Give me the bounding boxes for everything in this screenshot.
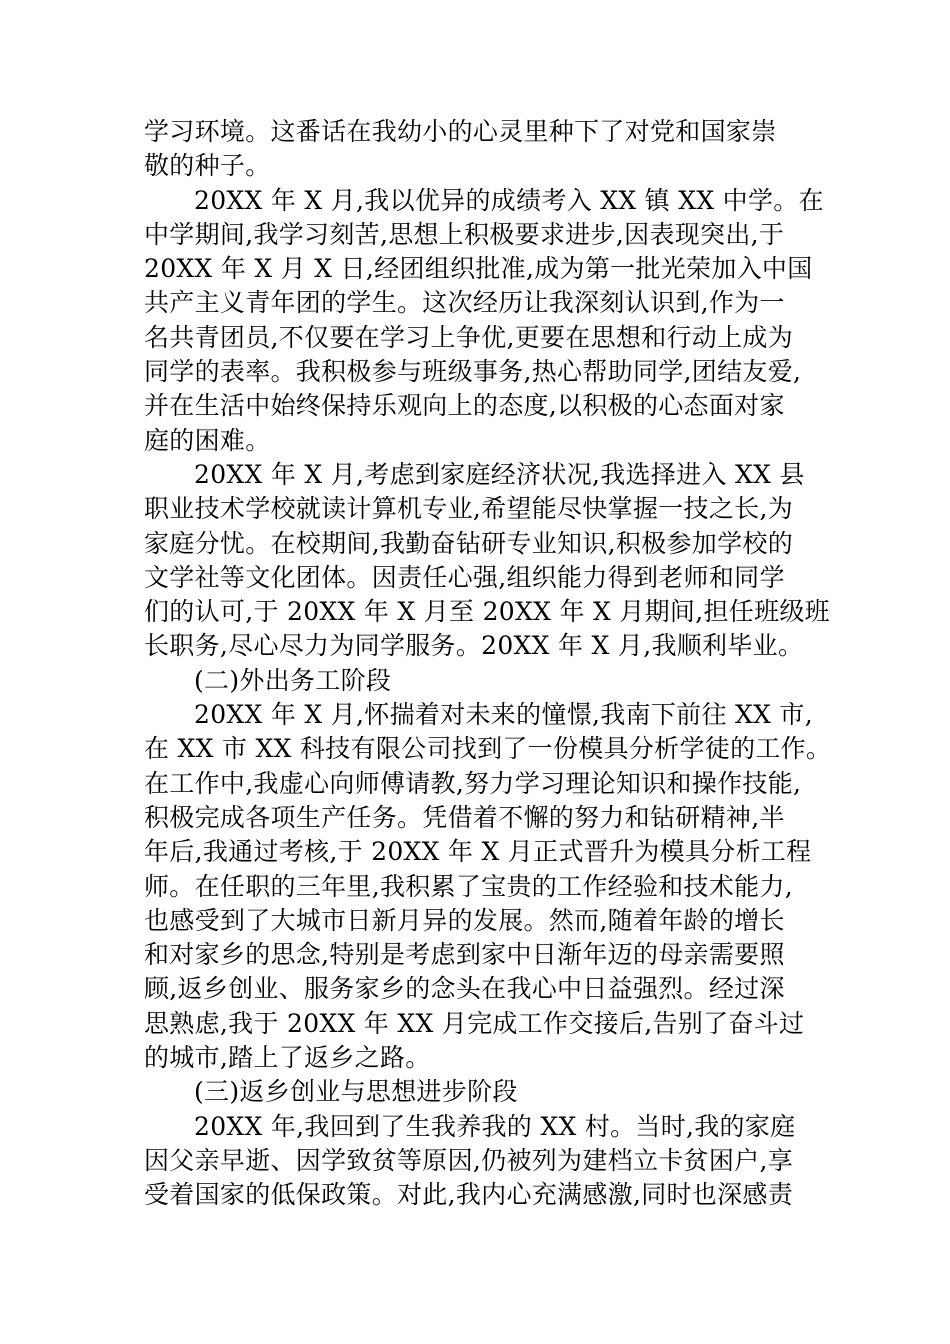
text-line: (三)返乡创业与思想进步阶段 bbox=[194, 1077, 518, 1107]
text-line: 师。在任职的三年里,我积累了宝贵的工作经验和技术能力, bbox=[144, 871, 793, 901]
text-line: 长职务,尽心尽力为同学服务。20XX 年 X 月,我顺利毕业。 bbox=[144, 631, 804, 661]
text-line: 中学期间,我学习刻苦,思想上积极要求进步,因表现突出,于 bbox=[144, 219, 785, 249]
text-line: 20XX 年 X 月 X 日,经团组织批准,成为第一批光荣加入中国 bbox=[144, 254, 813, 284]
text-line: 家庭分忧。在校期间,我勤奋钻研专业知识,积极参加学校的 bbox=[144, 528, 793, 558]
text-line: 也感受到了大城市日新月异的发展。然而,随着年龄的增长 bbox=[144, 905, 785, 935]
text-line: 积极完成各项生产任务。凭借着不懈的努力和钻研精神,半 bbox=[144, 802, 785, 832]
text-line: 职业技术学校就读计算机专业,希望能尽快掌握一技之长,为 bbox=[144, 494, 793, 524]
text-line: 和对家乡的思念,特别是考虑到家中日渐年迈的母亲需要照 bbox=[144, 940, 785, 970]
text-line: 思熟虑,我于 20XX 年 XX 月完成工作交接后,告别了奋斗过 bbox=[144, 1008, 805, 1038]
text-line: 20XX 年,我回到了生我养我的 XX 村。当时,我的家庭 bbox=[194, 1111, 796, 1141]
text-line: 文学社等文化团体。因责任心强,组织能力得到老师和同学 bbox=[144, 562, 785, 592]
text-line: 庭的困难。 bbox=[144, 425, 271, 455]
text-line: 在工作中,我虚心向师傅请教,努力学习理论知识和操作技能, bbox=[144, 768, 802, 798]
text-line: 20XX 年 X 月,考虑到家庭经济状况,我选择进入 XX 县 bbox=[194, 459, 805, 489]
text-line: 在 XX 市 XX 科技有限公司找到了一份模具分析学徒的工作。 bbox=[144, 734, 832, 764]
text-line: 顾,返乡创业、服务家乡的念头在我心中日益强烈。经过深 bbox=[144, 974, 785, 1004]
text-line: 20XX 年 X 月,我以优异的成绩考入 XX 镇 XX 中学。在 bbox=[194, 185, 824, 215]
text-line: 受着国家的低保政策。对此,我内心充满感激,同时也深感责 bbox=[144, 1180, 793, 1210]
text-line: 共产主义青年团的学生。这次经历让我深刻认识到,作为一 bbox=[144, 288, 785, 318]
text-line: 同学的表率。我积极参与班级事务,热心帮助同学,团结友爱, bbox=[144, 357, 802, 387]
text-line: 敬的种子。 bbox=[144, 151, 271, 181]
document-body bbox=[144, 115, 844, 1213]
text-line: 名共青团员,不仅要在学习上争优,更要在思想和行动上成为 bbox=[144, 322, 793, 352]
text-line: 们的认可,于 20XX 年 X 月至 20XX 年 X 月期间,担任班级班 bbox=[144, 597, 830, 627]
text-line: 学习环境。这番话在我幼小的心灵里种下了对党和国家崇 bbox=[144, 117, 777, 146]
text-line: 并在生活中始终保持乐观向上的态度,以积极的心态面对家 bbox=[144, 391, 785, 421]
text-line: 年后,我通过考核,于 20XX 年 X 月正式晋升为模具分析工程 bbox=[144, 837, 812, 867]
text-line: 的城市,踏上了返乡之路。 bbox=[144, 1043, 431, 1073]
text-line: (二)外出务工阶段 bbox=[194, 665, 392, 695]
text-line: 20XX 年 X 月,怀揣着对未来的憧憬,我南下前往 XX 市, bbox=[194, 700, 813, 730]
text-line: 因父亲早逝、因学致贫等原因,仍被列为建档立卡贫困户,享 bbox=[144, 1145, 793, 1175]
